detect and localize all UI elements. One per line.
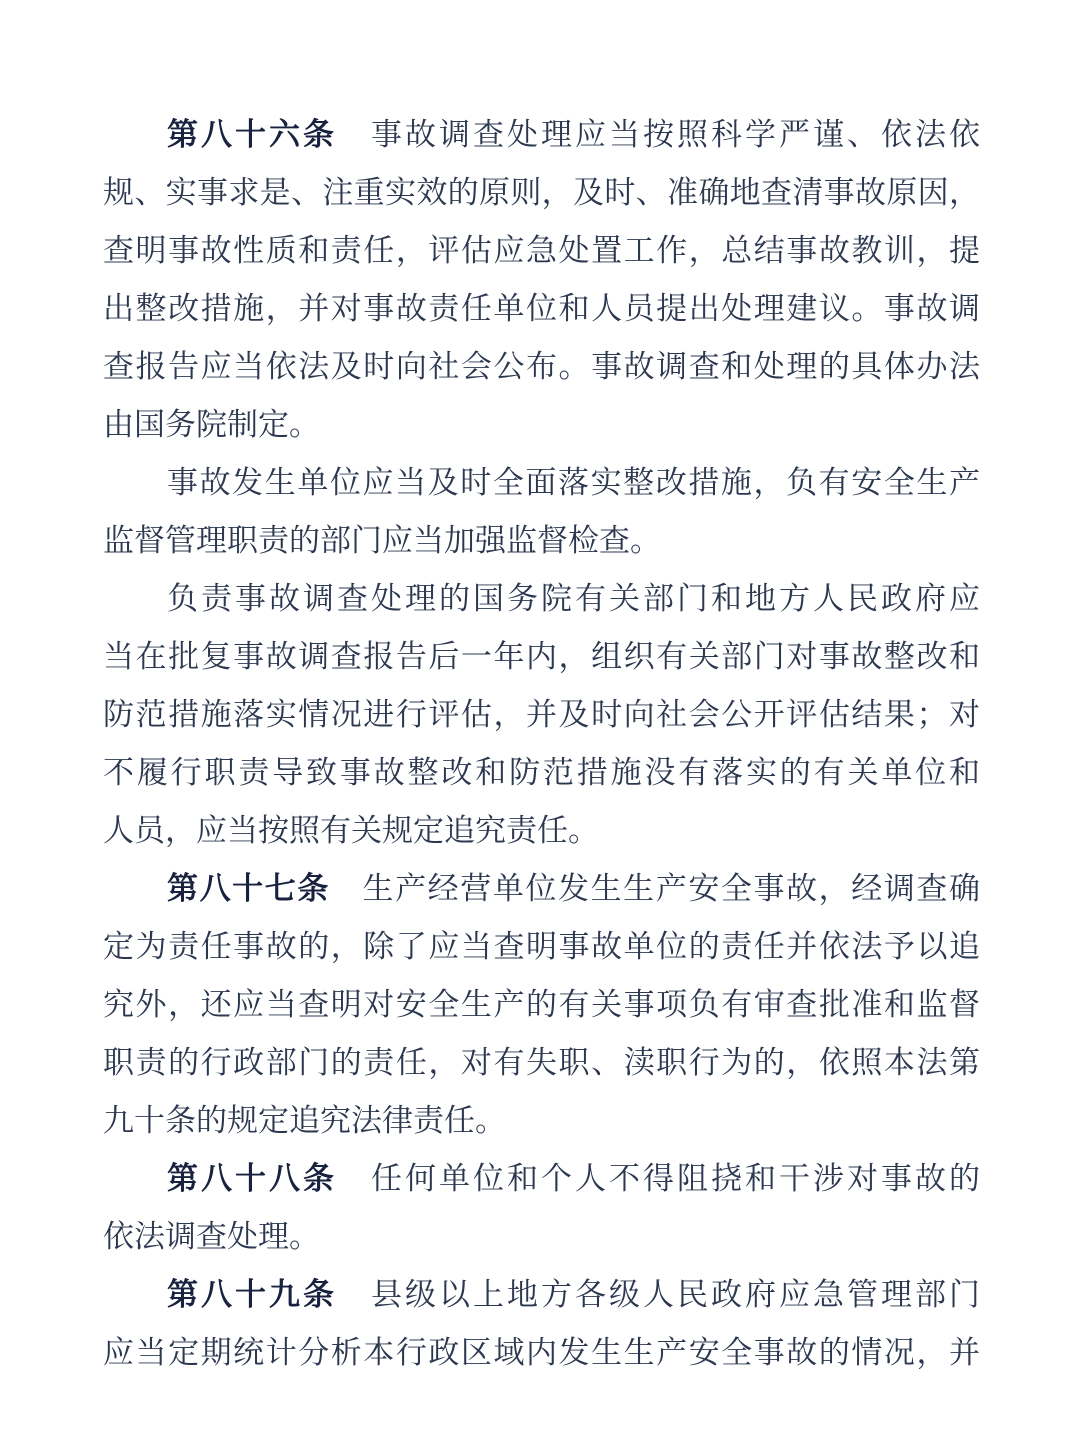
- text-line: 当在批复事故调查报告后一年内，组织有关部门对事故整改和: [103, 639, 980, 674]
- text-line: 应当定期统计分析本行政区域内发生生产安全事故的情况，并: [103, 1335, 980, 1370]
- article-number-label: 第八十六条: [167, 117, 337, 152]
- text-line: 依法调查处理。: [103, 1219, 320, 1254]
- text-line: 查明事故性质和责任，评估应急处置工作，总结事故教训，提: [103, 233, 980, 268]
- text-line: 事故发生单位应当及时全面落实整改措施，负有安全生产: [167, 465, 980, 500]
- text-line: 出整改措施，并对事故责任单位和人员提出处理建议。事故调: [103, 291, 980, 326]
- text-line: 职责的行政部门的责任，对有失职、渎职行为的，依照本法第: [103, 1045, 980, 1080]
- text-line: 定为责任事故的，除了应当查明事故单位的责任并依法予以追: [103, 929, 980, 964]
- text-line: 规、实事求是、注重实效的原则，及时、准确地查清事故原因，: [103, 175, 980, 210]
- text-line: 查报告应当依法及时向社会公布。事故调查和处理的具体办法: [103, 349, 980, 384]
- article-number-label: 第八十八条: [167, 1161, 337, 1196]
- text-line: 负责事故调查处理的国务院有关部门和地方人民政府应: [167, 581, 980, 616]
- text-line: 由国务院制定。: [103, 407, 320, 442]
- text-line: 不履行职责导致事故整改和防范措施没有落实的有关单位和: [103, 755, 980, 790]
- text-line: 第八十八条 任何单位和个人不得阻挠和干涉对事故的: [167, 1161, 980, 1196]
- text-line: 第八十六条 事故调查处理应当按照科学严谨、依法依: [167, 117, 980, 152]
- text-line: 防范措施落实情况进行评估，并及时向社会公开评估结果；对: [103, 697, 980, 732]
- text-line: 人员，应当按照有关规定追究责任。: [103, 813, 599, 848]
- article-number-label: 第八十七条: [167, 871, 330, 906]
- text-line: 第八十九条 县级以上地方各级人民政府应急管理部门: [167, 1277, 980, 1312]
- text-line: 九十条的规定追究法律责任。: [103, 1103, 506, 1138]
- document-body: [103, 106, 980, 1382]
- article-number-label: 第八十九条: [167, 1277, 337, 1312]
- text-line: 监督管理职责的部门应当加强监督检查。: [103, 523, 661, 558]
- text-line: 第八十七条 生产经营单位发生生产安全事故，经调查确: [167, 871, 980, 906]
- text-line: 究外，还应当查明对安全生产的有关事项负有审查批准和监督: [103, 987, 980, 1022]
